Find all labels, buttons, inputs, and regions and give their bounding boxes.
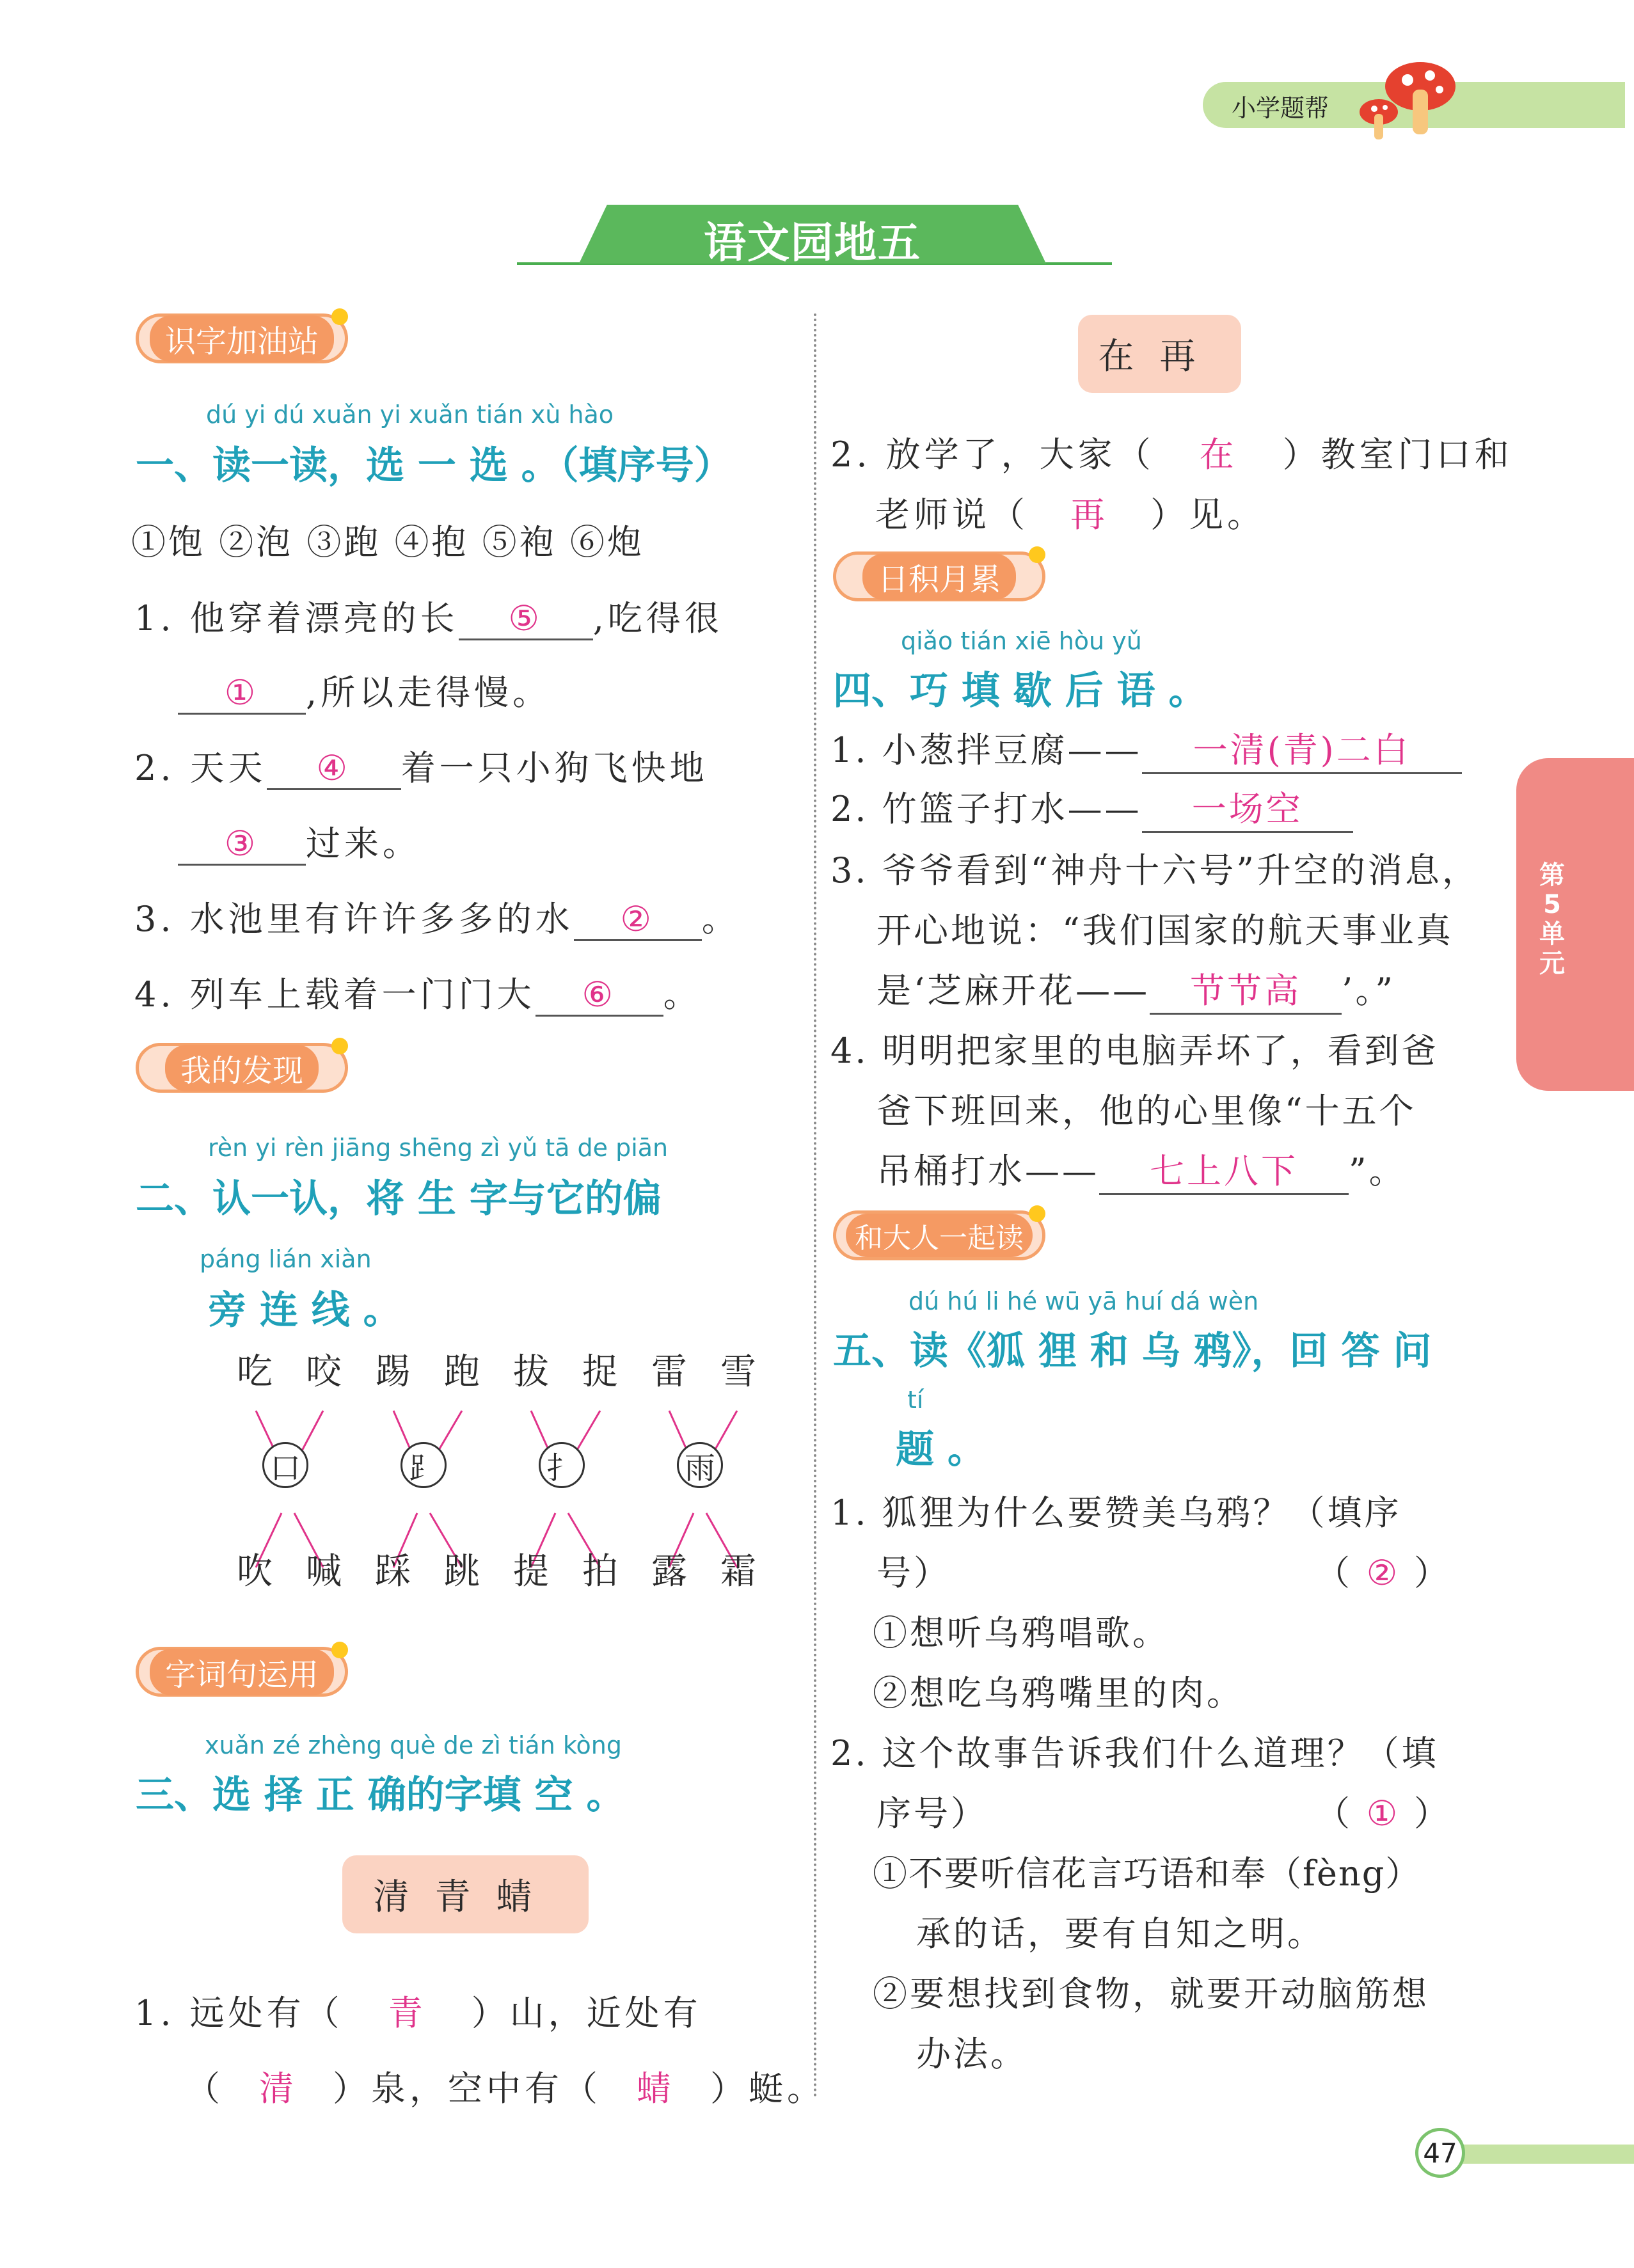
- q5-pinyin: dú hú li hé wū yā huí dá wèn: [908, 1287, 1259, 1315]
- q5-q1-answer: （ ② ）: [1315, 1553, 1448, 1593]
- q5-q2-answer: （ ① ）: [1315, 1793, 1448, 1834]
- section-label-2: 我的发现: [136, 1043, 348, 1093]
- bottom-char-4: 跳: [444, 1551, 480, 1592]
- star-icon: [331, 1642, 348, 1658]
- star-icon: [1029, 546, 1045, 563]
- section-label-5: 和大人一起读: [833, 1210, 1045, 1260]
- top-char-7: 雷: [651, 1351, 687, 1393]
- q4-line-1: 1. 小葱拌豆腐—— 一清(青)二白: [830, 723, 1462, 774]
- q5-q2-line-1: 2. 这个故事告诉我们什么道理？（填: [830, 1733, 1439, 1773]
- q1-line-6: 4. 列车上载着一门门大 ⑥ 。: [134, 967, 702, 1017]
- radical-circle-1: 口: [262, 1442, 308, 1488]
- q5-q2-option-1a: ①不要听信花言巧语和奉（fèng）: [873, 1853, 1422, 1894]
- q3-pinyin: xuǎn zé zhèng què de zì tián kòng: [205, 1731, 622, 1759]
- q4-line-4: 开心地说：“我们国家的航天事业真: [876, 910, 1454, 951]
- bottom-char-7: 露: [651, 1551, 687, 1592]
- top-char-2: 咬: [306, 1351, 342, 1393]
- char-choice-box-2: 在再: [1078, 315, 1241, 393]
- star-icon: [1029, 1205, 1045, 1222]
- page-title: 语文园地五: [704, 218, 921, 267]
- bottom-char-6: 拍: [582, 1551, 618, 1592]
- top-char-3: 踢: [375, 1351, 411, 1393]
- q3-line-2: （ 清 ）泉，空中有（ 蜻 ）蜓。: [186, 2068, 825, 2109]
- q5-heading: 五、读《狐 狸 和 乌 鸦》，回 答 问: [833, 1329, 1432, 1374]
- q4-line-6: 4. 明明把家里的电脑弄坏了，看到爸: [830, 1031, 1439, 1071]
- char-choice-box-1: 清青蜻: [342, 1855, 589, 1933]
- section-label-3: 字词句运用: [136, 1647, 348, 1697]
- q2-heading-2: 旁 连 线 。: [208, 1288, 402, 1333]
- top-char-1: 吃: [237, 1351, 273, 1393]
- column-divider: [814, 313, 816, 2098]
- bottom-char-2: 喊: [306, 1551, 342, 1592]
- q3-line-3: 2. 放学了，大家（ 在 ）教室门口和: [830, 434, 1513, 475]
- bottom-char-8: 霜: [720, 1551, 756, 1592]
- q5-q1-line-2: 号）: [876, 1553, 951, 1593]
- q3-heading: 三、选 择 正 确的字填 空 。: [136, 1773, 625, 1818]
- q4-pinyin: qiǎo tián xiē hòu yǔ: [901, 627, 1142, 655]
- q5-pinyin-2: tí: [907, 1386, 924, 1414]
- q4-line-3: 3. 爷爷看到“神舟十六号”升空的消息，: [830, 850, 1479, 891]
- q2-pinyin: rèn yi rèn jiāng shēng zì yǔ tā de piān: [208, 1134, 669, 1162]
- brand-label: 小学题帮: [1232, 94, 1329, 122]
- q1-line-1: 1. 他穿着漂亮的长 ⑤ ,吃得很: [134, 591, 723, 640]
- q5-q2-line-2: 序号）: [876, 1793, 988, 1834]
- q3-line-1: 1. 远处有（ 青 ）山，近处有: [134, 1993, 702, 2033]
- q4-heading: 四、巧 填 歇 后 语 。: [833, 669, 1207, 713]
- mushroom-icon: [1350, 51, 1471, 147]
- radical-circle-3: 扌: [539, 1442, 585, 1488]
- unit-label: 第 5 单 元: [1539, 860, 1565, 978]
- q1-pinyin: dú yi dú xuǎn yi xuǎn tián xù hào: [206, 400, 614, 429]
- q2-pinyin-2: páng lián xiàn: [200, 1245, 372, 1273]
- q1-options: ①饱 ②泡 ③跑 ④抱 ⑤袍 ⑥炮: [131, 522, 644, 562]
- radical-circle-4: 雨: [677, 1442, 723, 1488]
- top-char-6: 捉: [582, 1351, 618, 1393]
- top-char-4: 跑: [444, 1351, 480, 1393]
- q5-q2-option-2a: ②要想找到食物，就要开动脑筋想: [873, 1974, 1429, 2014]
- section-label-1: 识字加油站: [136, 313, 348, 363]
- q4-line-2: 2. 竹篮子打水—— 一场空: [830, 782, 1353, 833]
- radical-circle-2: ⻊: [401, 1442, 447, 1488]
- bottom-char-1: 吹: [237, 1551, 273, 1592]
- q1-heading: 一、读一读，选 一 选 。（填序号）: [136, 443, 733, 488]
- top-char-8: 雪: [720, 1351, 756, 1393]
- q5-q2-option-2b: 办法。: [916, 2034, 1027, 2074]
- q5-q1-line-1: 1. 狐狸为什么要赞美乌鸦？（填序: [830, 1493, 1402, 1533]
- q5-q1-option-1: ①想听乌鸦唱歌。: [873, 1613, 1170, 1653]
- q4-line-8: 吊桶打水—— 七上八下 ”。: [876, 1144, 1406, 1195]
- q5-heading-2: 题 。: [896, 1427, 986, 1472]
- section-label-4: 日积月累: [833, 551, 1045, 601]
- page-number: 47: [1415, 2128, 1465, 2178]
- q5-q2-option-1b: 承的话，要有自知之明。: [916, 1914, 1324, 1954]
- star-icon: [331, 308, 348, 325]
- q4-line-5: 是‘芝麻开花—— 节节高 ’。”: [876, 964, 1395, 1015]
- q4-line-7: 爸下班回来，他的心里像“十五个: [876, 1091, 1416, 1131]
- q2-heading: 二、认一认，将 生 字与它的偏: [136, 1177, 662, 1221]
- q1-line-3: 2. 天天 ④ 着一只小狗飞快地: [134, 741, 708, 790]
- q1-line-4: ③ 过来。: [178, 816, 421, 866]
- bottom-char-5: 提: [513, 1551, 549, 1592]
- q3-line-4: 老师说（ 再 ）见。: [875, 495, 1265, 535]
- top-char-5: 拔: [513, 1351, 549, 1393]
- q5-q1-option-2: ②想吃乌鸦嘴里的肉。: [873, 1673, 1244, 1713]
- q1-line-5: 3. 水池里有许许多多的水 ② 。: [134, 892, 740, 941]
- q1-line-2: ① ,所以走得慢。: [178, 665, 551, 715]
- bottom-char-3: 踩: [375, 1551, 411, 1592]
- star-icon: [331, 1038, 348, 1054]
